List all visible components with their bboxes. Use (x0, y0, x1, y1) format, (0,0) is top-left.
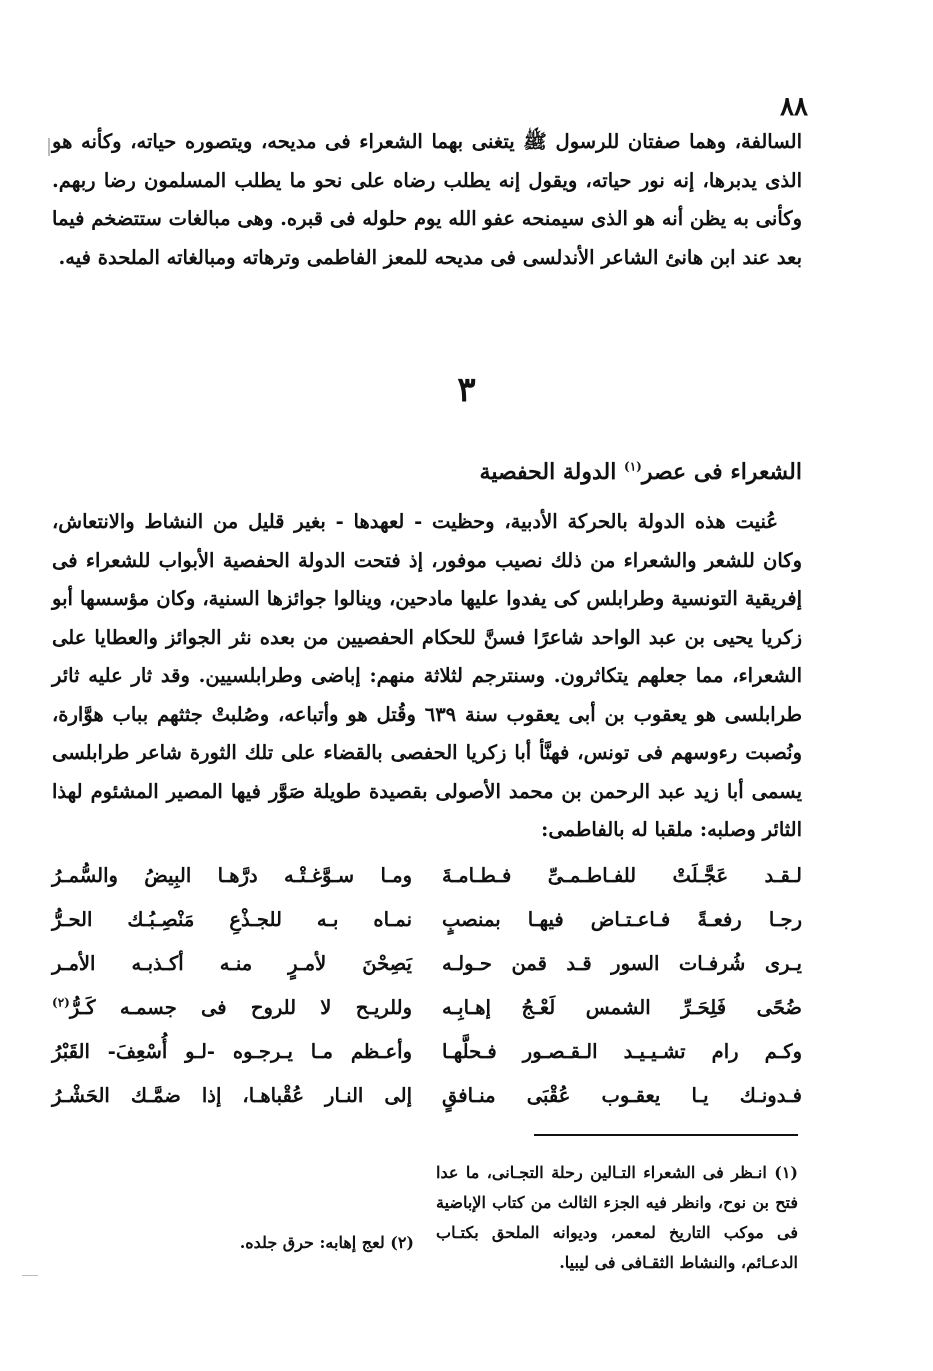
footnote-1-text: (١) انـظر فى الشعراء التـالين رحلة التجـانى، ما عدا فتح بن نوح، وانظر فيه الجزء الثالث من كتاب الإباضية فى موكب التاريخ لمعمر، وديوانه الملحق بكتـاب الدعـائم، والنشاط الثقـافى فى ليبيا. (436, 1163, 798, 1272)
verse-line (52, 1074, 802, 1118)
verse-line (52, 854, 802, 898)
verse-line (52, 898, 802, 942)
verse-second-hemistich: وأعـظم مـا يـرجـوه -لـو أُسْعِفَ- القَبْرُ (52, 1040, 412, 1063)
verse-second-hemistich: يَصِحْنَ لأمـرٍ منـه أكـذبـه الأمـر (52, 952, 412, 975)
intro-paragraph: السالفة، وهما صفتان للرسول ﷺ يتغنى بهما الشعراء فى مديحه، ويتصوره حياته، وكأنه هو الذى يدبرها، إنه نور حياته، ويقول إنه يطلب رضاه على نحو ما يطلب المسلمون رضا ربهم. وكأنى به يظن أنه هو الذى سيمنحه عفو الله يوم حلوله فى قبره. وهى مبالغات ستتضخم فيما بعد عند ابن هانئ الشاعر الأندلسى فى مديحه للمعز الفاطمى وترهاته ومبالغاته الملحدة فيه. (52, 130, 802, 269)
footnote-ref: (١) (624, 459, 642, 474)
verse-first-hemistich: ضُحًى فَلِحَـرِّ الشمس لَعْـجُ إهـابِـه (442, 996, 802, 1019)
page-number: ٨٨ (780, 92, 808, 122)
footnote-2 (52, 1228, 414, 1258)
footnote-1 (436, 1158, 798, 1278)
verse-first-hemistich: لـقـد عَجَّـلَتْ للفـاطـمـىِّ فـطـامـةَ (442, 864, 802, 887)
verse-line (52, 1030, 802, 1074)
body-paragraph: عُنيت هذه الدولة بالحركة الأدبية، وحظيت - لعهدها - بغير قليل من النشاط والانتعاش، وكان للشعر والشعراء من ذلك نصيب موفور، إذ فتحت الدولة الحفصية الأبواب للشعراء فى إفريقية التونسية وطرابلس كى يفدوا عليها مادحين، وينالوا جوائزها السنية، وكان مؤسسها أبو زكريا يحيى بن عبد الواحد شاعرًا فسنَّ للحكام الحفصيين من بعده نثر الجوائز والعطايا على الشعراء، مما جعلهم يتكاثرون. وسنترجم لثلاثة منهم: إباضى وطرابلسيين. وقد ثار عليه ثائر طرابلسى هو يعقوب بن أبى يعقوب سنة ٦٣٩ وقُتل هو وأتباعه، وصُلبتْ جثثهم بباب هوَّارة، ونُصبت رءوسهم فى تونس، فهنَّأ أبا زكريا الحفصى بالقضاء على تلك الثورة شاعر طرابلسى يسمى أبا زيد عبد الرحمن بن محمد الأصولى بقصيدة طويلة صَوَّر فيها المصير المشئوم لهذا الثائر وصلبه: ملقبا له بالفاطمى: (52, 510, 802, 841)
heading-text-rest: الدولة الحفصية (479, 459, 624, 485)
section-heading (52, 452, 802, 492)
section-number: ٣ (457, 370, 476, 410)
heading-text: الشعراء فى عصر (641, 459, 802, 485)
verse-first-hemistich: وكـم رام تشـيـيـد الـقـصـور فـحلَّهـا (442, 1040, 802, 1063)
verse-second-hemistich: نمـاه بـه للجـذْعِ مَنْصِـبُـك الحـرُّ (52, 908, 412, 931)
verse-line (52, 942, 802, 986)
verse-second-hemistich: وللريـح لا للروح فى جسمـه كَـرُّ$^{(٢)}$ (52, 995, 412, 1019)
footnote-2-text: (٢) لعج إهابه: حرق جلده. (239, 1233, 414, 1252)
scan-margin-mark (22, 1275, 38, 1276)
verse-first-hemistich: رجـا رفعـةً فـاعـتـاض فيهـا بمنصبٍ (442, 908, 802, 931)
footnote-ref: (٢) (52, 995, 70, 1010)
verse-first-hemistich: فـدونـك يـا يعقـوب عُقْبَى منـافقٍ (442, 1084, 802, 1107)
verse-second-hemistich: إلى النـار عُقْباهـا، إذا ضمَّـك الحَشْـرُ (52, 1084, 412, 1107)
scan-margin-mark (48, 138, 50, 156)
verse-first-hemistich: يـرى شُرفـات السور قـد قمن حـولـه (442, 952, 802, 975)
verse-second-hemistich: ومـا سـوَّغـتْـه درَّهـا البِيضُ والسُّمـرُ (52, 864, 412, 887)
footnote-divider (534, 1134, 798, 1136)
verse-line (52, 986, 802, 1030)
poem-verses (52, 854, 802, 1118)
